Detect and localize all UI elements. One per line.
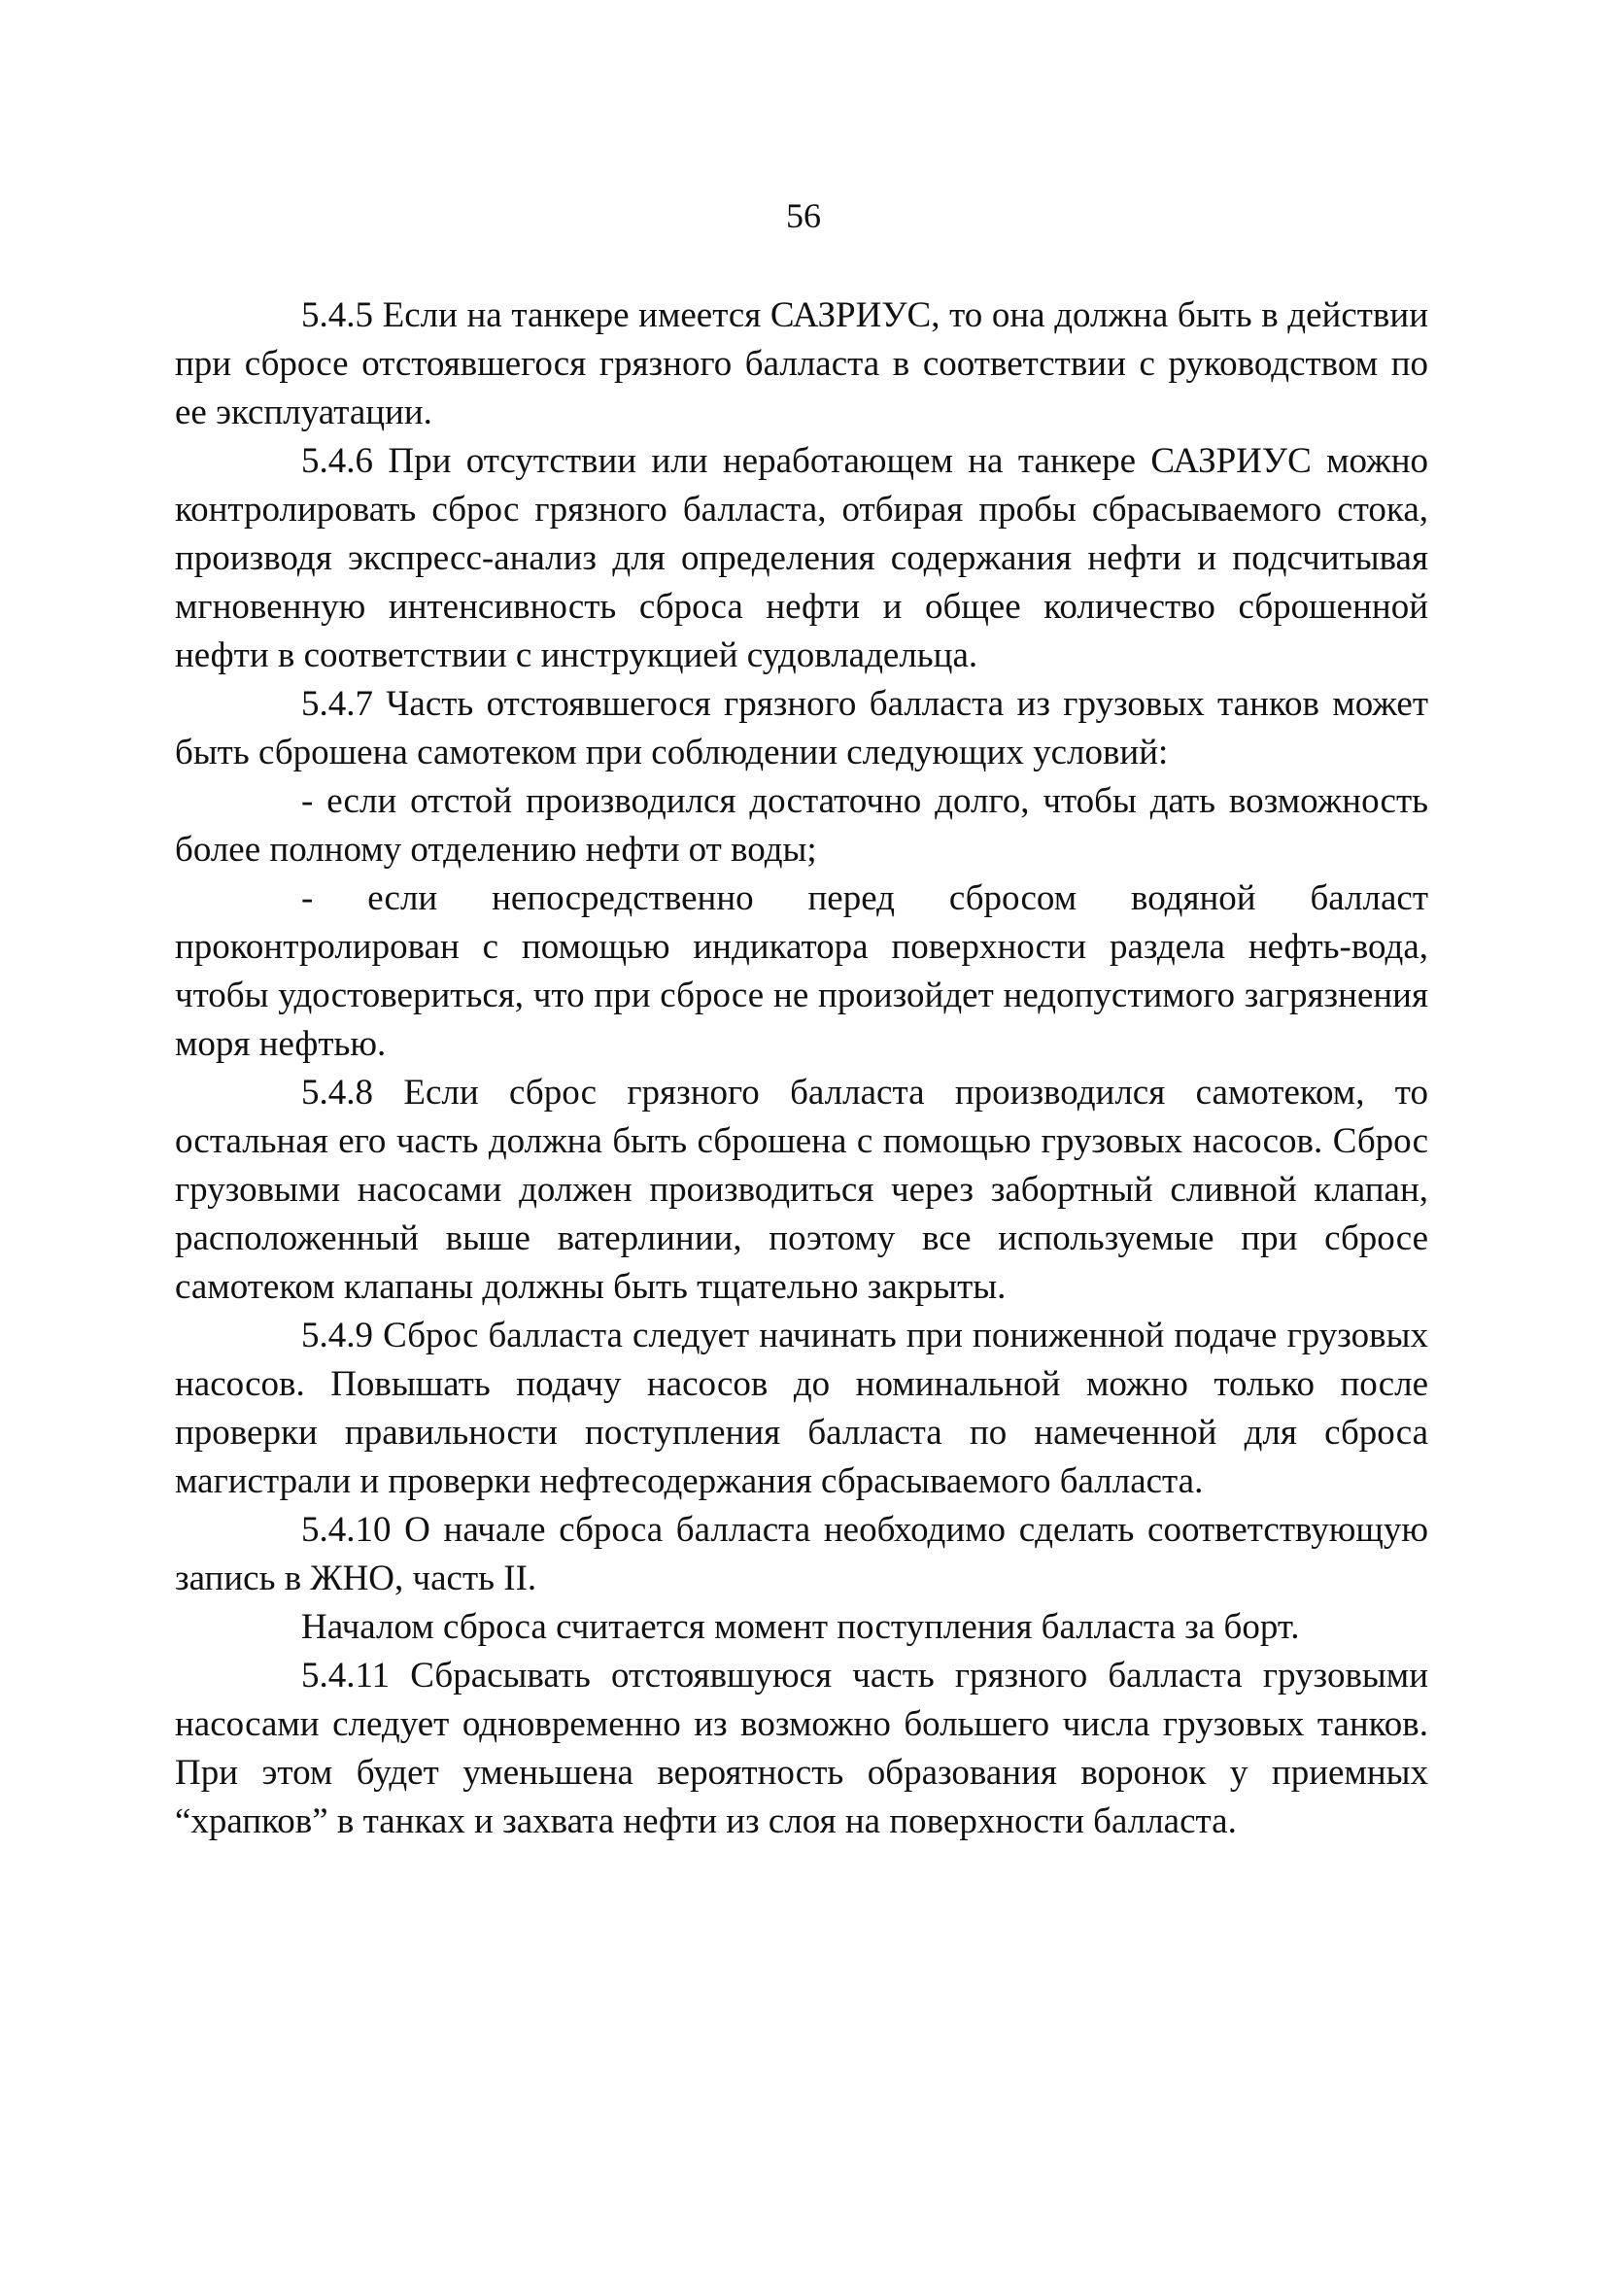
paragraph-5-4-6: 5.4.6 При отсутствии или неработающем на танкере САЗРИУС можно контролировать сброс грязного балласта, отбирая пробы сбрасываемого стока, производя экспресс-анализ для определения содержания нефти и подсчитывая мгновенную интенсивность сброса нефти и общее количество сброшенной нефти в соответствии с инструкцией судовладельца.: [175, 441, 1428, 675]
document-body: [175, 291, 1428, 1846]
paragraph-5-4-10: 5.4.10 О начале сброса балласта необходимо сделать соответствующую запись в ЖНО, часть II.: [175, 1510, 1428, 1598]
page-number: 56: [786, 196, 821, 235]
paragraph-5-4-9: 5.4.9 Сброс балласта следует начинать при пониженной подаче грузовых насосов. Повышать подачу насосов до номинальной можно только после проверки правильности поступления балласта по намеченной для сброса магистрали и проверки нефтесодержания сбрасываемого балласта.: [175, 1316, 1428, 1501]
paragraph-5-4-11: 5.4.11 Сбрасывать отстоявшуюся часть грязного балласта грузовыми насосами следует одновременно из возможно большего числа грузовых танков. При этом будет уменьшена вероятность образования воронок у приемных “храпков” в танках и захвата нефти из слоя на поверхности балласта.: [175, 1656, 1428, 1841]
paragraph-5-4-5: 5.4.5 Если на танкере имеется САЗРИУС, то она должна быть в действии при сбросе отстоявшегося грязного балласта в соответствии с руководством по ее эксплуатации.: [175, 295, 1428, 432]
paragraph-start-definition: Началом сброса считается момент поступления балласта за борт.: [301, 1607, 1300, 1647]
condition-item-1: - если отстой производился достаточно долго, чтобы дать возможность более полному отделению нефти от воды;: [175, 781, 1428, 870]
paragraph-5-4-8: 5.4.8 Если сброс грязного балласта производился самотеком, то остальная его часть должна быть сброшена с помощью грузовых насосов. Сброс грузовыми насосами должен производиться через забортный сливной клапан, расположенный выше ватерлинии, поэтому все используемые при сбросе самотеком клапаны должны быть тщательно закрыты.: [175, 1073, 1428, 1307]
paragraph-5-4-7: 5.4.7 Часть отстоявшегося грязного балласта из грузовых танков может быть сброшена самотеком при соблюдении следующих условий:: [175, 684, 1428, 772]
condition-item-2: - если непосредственно перед сбросом водяной балласт проконтролирован с помощью индикатора поверхности раздела нефть-вода, чтобы удостовериться, что при сбросе не произойдет недопустимого загрязнения моря нефтью.: [175, 878, 1428, 1064]
